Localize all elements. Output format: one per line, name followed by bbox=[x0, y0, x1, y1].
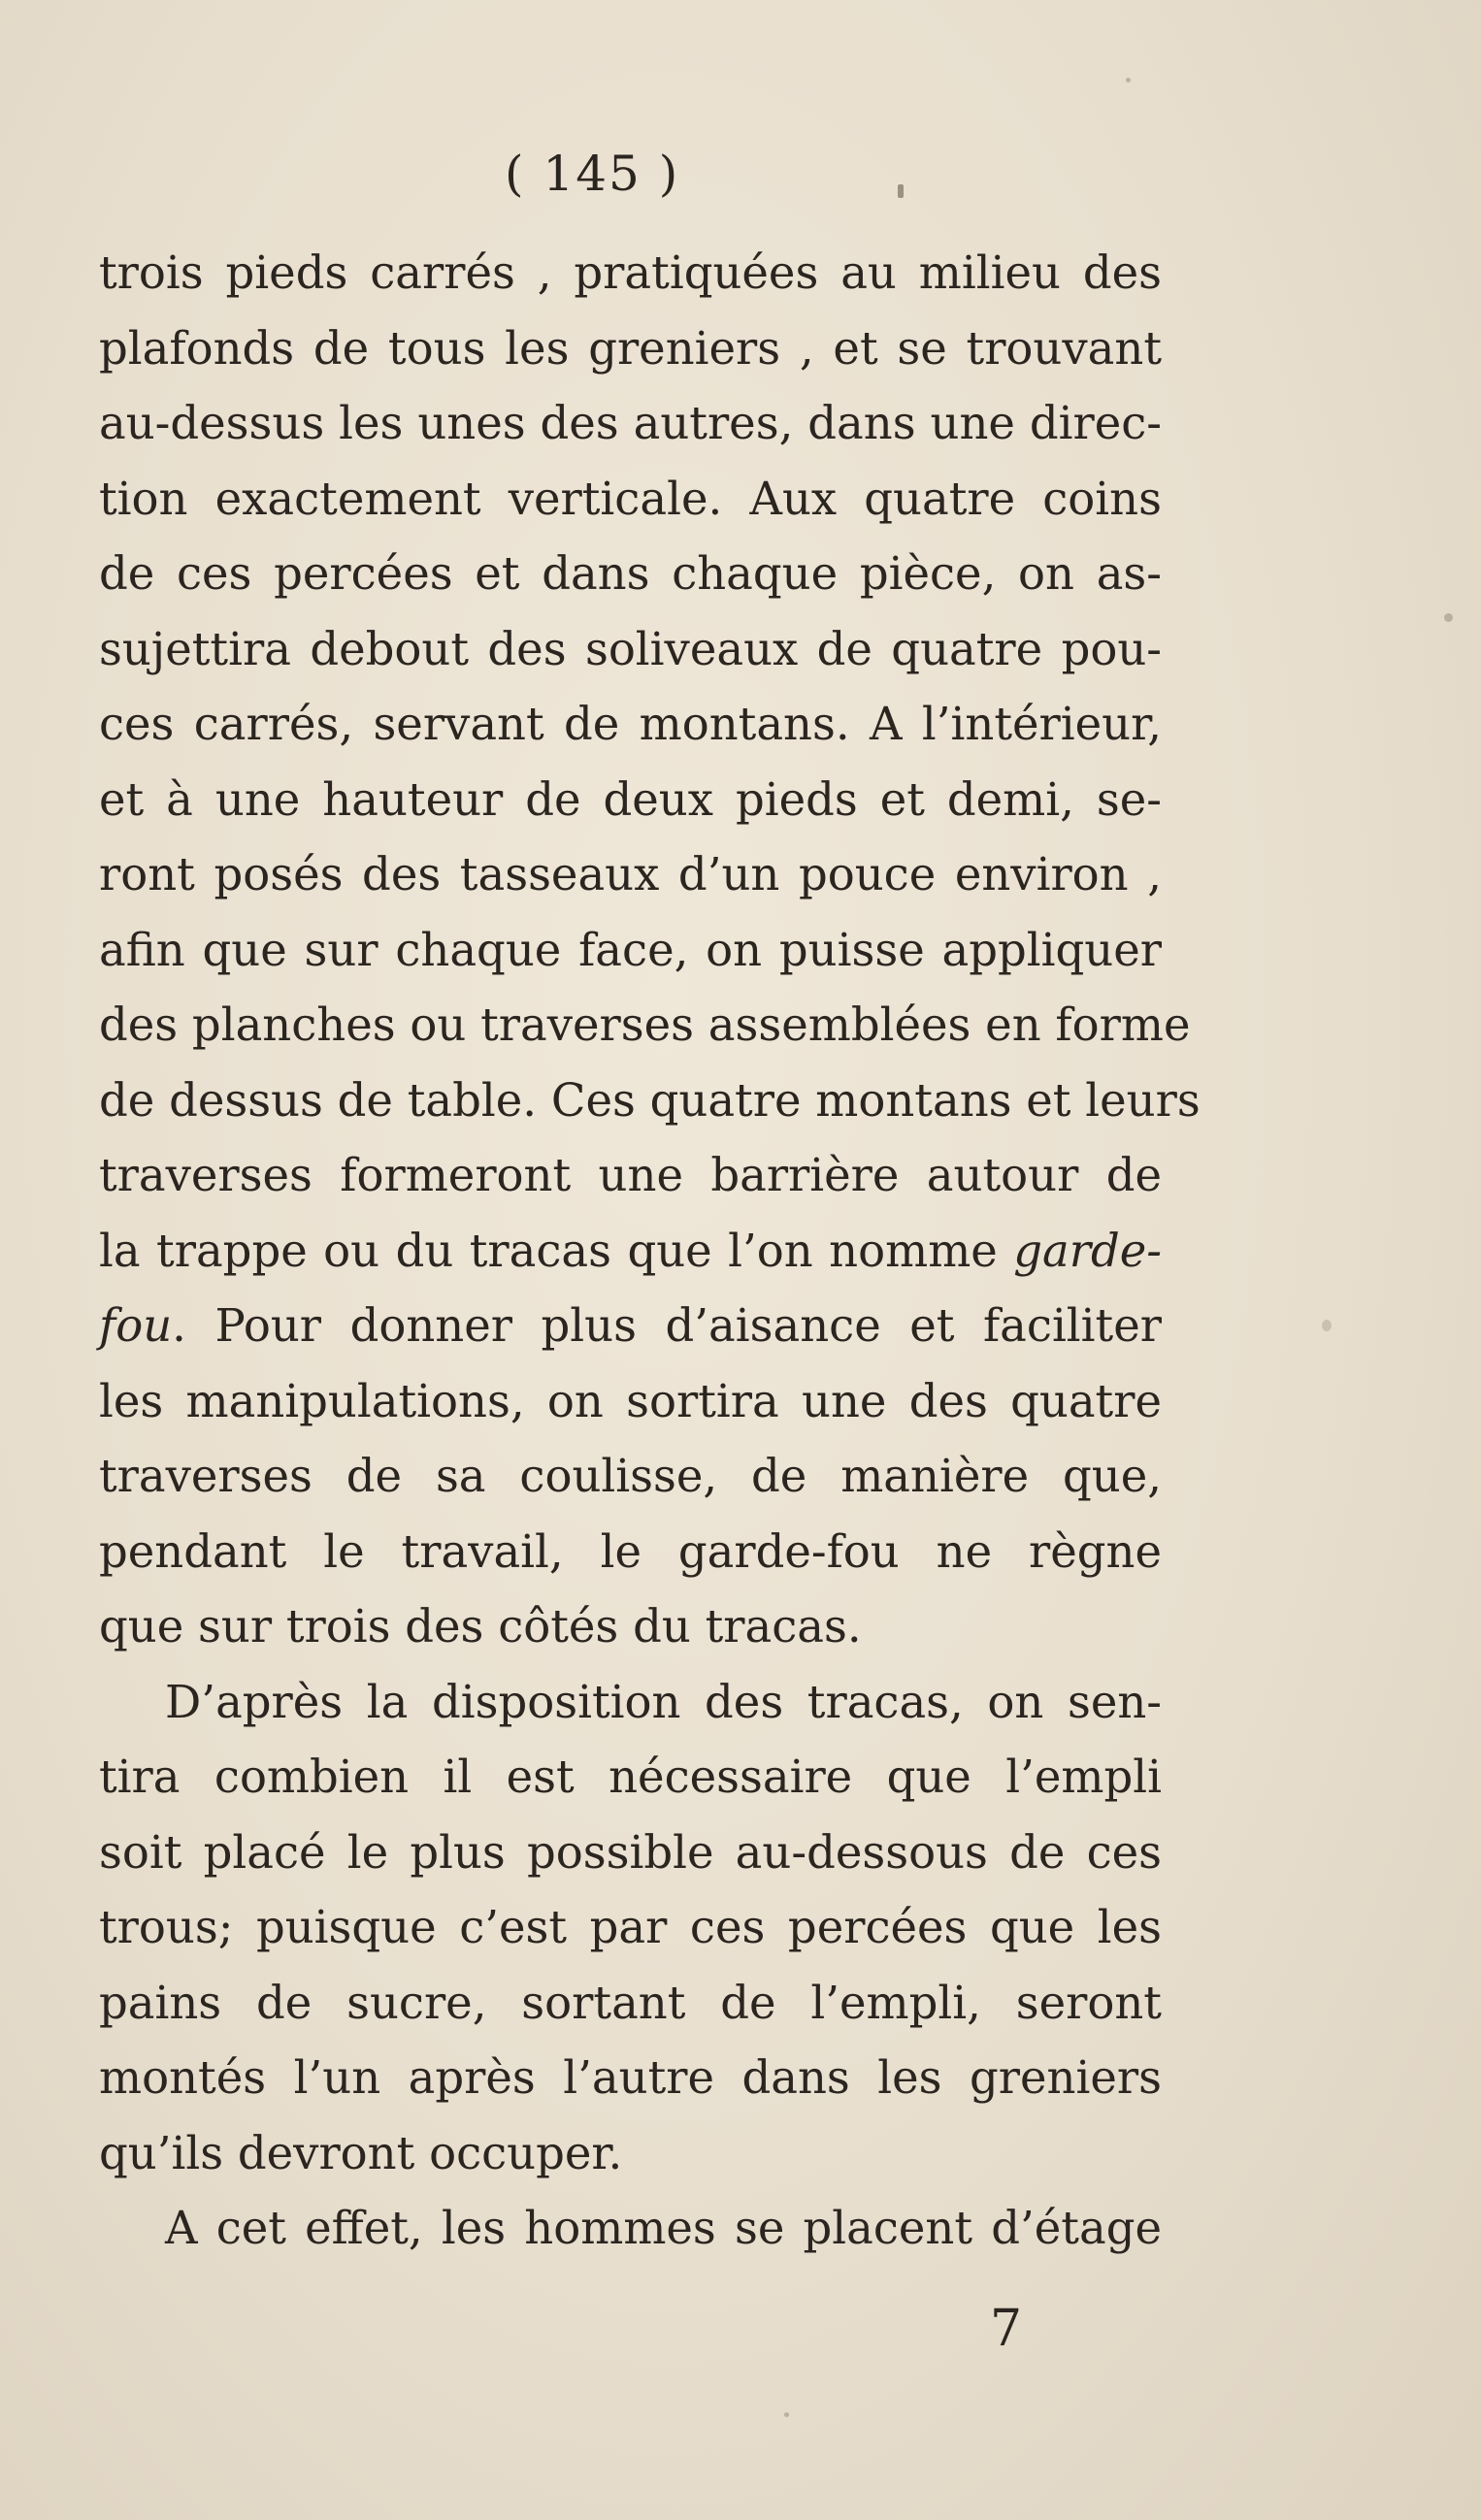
paragraph-end-line: que sur trois des côtés du tracas. bbox=[99, 1600, 862, 1653]
signature-mark: 7 bbox=[990, 2300, 1023, 2358]
text-line: des planches ou traverses assemblées en forme bbox=[99, 998, 1191, 1051]
text-segment: la trappe ou du tracas que l’on nomme bbox=[99, 1224, 1014, 1277]
body-text bbox=[99, 236, 1201, 2267]
text-line: traverses de sa coulisse, de manière que, bbox=[99, 1450, 1162, 1502]
text-line: trous; puisque c’est par ces percées que les bbox=[99, 1901, 1162, 1953]
text-line: sujettira debout des soliveaux de quatre pou- bbox=[99, 622, 1162, 675]
text-line: soit placé le plus possible au-dessous de ces bbox=[99, 1825, 1162, 1879]
text-line: trois pieds carrés , pratiquées au milieu des bbox=[99, 246, 1162, 299]
text-line: plafonds de tous les greniers , et se trouvant bbox=[99, 321, 1162, 375]
paper-speck bbox=[1322, 1320, 1332, 1331]
text-line bbox=[99, 1214, 1162, 1290]
paper-speck bbox=[1444, 613, 1453, 622]
text-line: pains de sucre, sortant de l’empli, seront bbox=[99, 1976, 1162, 2029]
text-line: de dessus de table. Ces quatre montans et leurs bbox=[99, 1073, 1201, 1127]
paper-speck bbox=[784, 2412, 789, 2417]
text-line: traverses formeront une barrière autour de bbox=[99, 1149, 1162, 1201]
text-line bbox=[99, 1289, 1162, 1364]
text-line: et à une hauteur de deux pieds et demi, se- bbox=[99, 772, 1162, 826]
text-line: ront posés des tasseaux d’un pouce environ , bbox=[99, 848, 1162, 900]
paragraph-start-line: A cet effet, les hommes se placent d’étage bbox=[165, 2202, 1162, 2254]
paragraph-end-line: qu’ils devront occuper. bbox=[99, 2126, 623, 2179]
paragraph-start-line: D’après la disposition des tracas, on sen- bbox=[165, 1675, 1162, 1728]
text-line: montés l’un après l’autre dans les greniers bbox=[99, 2051, 1162, 2104]
text-line: ces carrés, servant de montans. A l’intérieur, bbox=[99, 698, 1162, 750]
page-number: ( 145 ) bbox=[505, 146, 680, 202]
text-line: tion exactement verticale. Aux quatre coins bbox=[99, 472, 1162, 525]
text-line: les manipulations, on sortira une des quatre bbox=[99, 1374, 1162, 1427]
text-segment: . Pour donner plus d’aisance et faciliter bbox=[172, 1299, 1162, 1352]
paper-speck bbox=[1126, 78, 1131, 82]
italic-word: fou bbox=[99, 1299, 173, 1352]
text-line: de ces percées et dans chaque pièce, on as- bbox=[99, 547, 1162, 600]
italic-word: garde- bbox=[1013, 1224, 1162, 1277]
text-line: tira combien il est nécessaire que l’empli bbox=[99, 1751, 1162, 1803]
text-line: pendant le travail, le garde-fou ne règne bbox=[99, 1524, 1162, 1578]
text-line: au-dessus les unes des autres, dans une direc- bbox=[99, 397, 1162, 449]
text-line: afin que sur chaque face, on puisse appliquer bbox=[99, 923, 1162, 976]
paper-speck bbox=[898, 184, 904, 198]
